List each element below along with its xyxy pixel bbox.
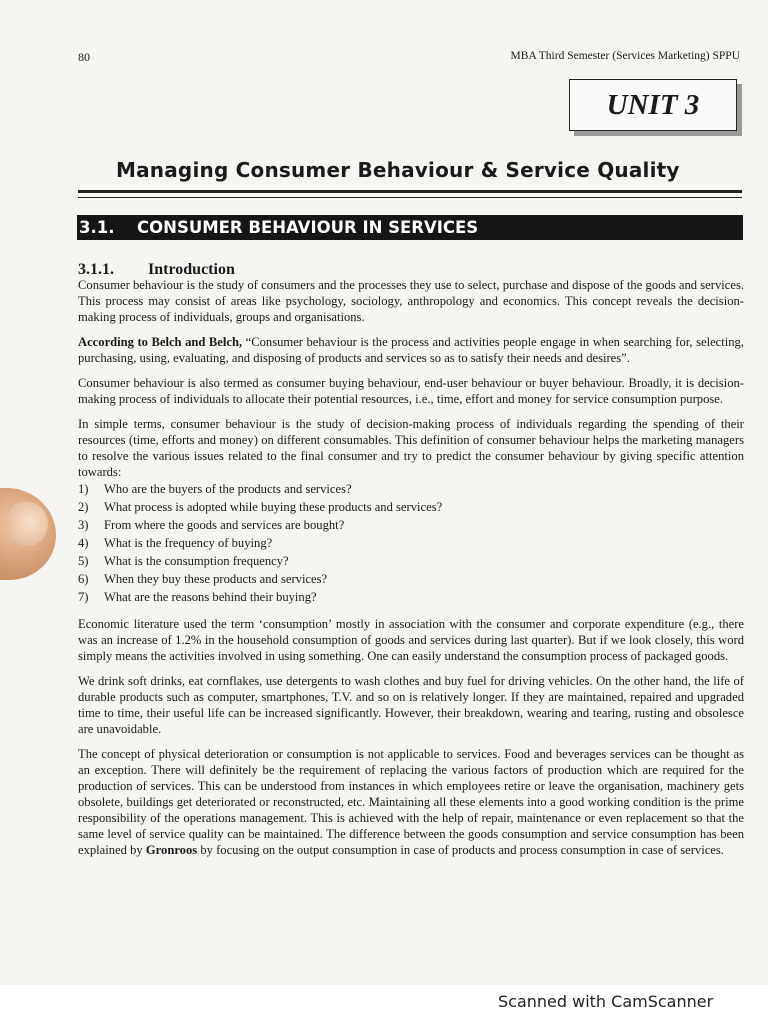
section-number: 3.1. (79, 218, 115, 237)
list-item-number: 3) (78, 518, 89, 532)
paragraph-belch-quote (78, 334, 744, 366)
section-heading-banner (77, 215, 743, 240)
paragraph-definition: Consumer behaviour is the study of consumers and the processes they use to select, purchase and dispose of the goods and services. This process may consist of areas like psychology, sociology, anthropology and economics. This concept reveals the decision-making process of individuals, groups and organisations. (78, 278, 744, 324)
list-item (78, 480, 744, 498)
unit-label-box (569, 79, 737, 131)
list-item-text: What is the frequency of buying? (104, 536, 273, 550)
section-title: CONSUMER BEHAVIOUR IN SERVICES (137, 218, 479, 237)
paragraph-durable-products: We drink soft drinks, eat cornflakes, use detergents to wash clothes and buy fuel for driving vehicles. On the other hand, the life of durable products such as computer, smartphones, T.V. and so on is relatively longer. If they are maintained, repaired and upgraded time to time, their useful life can be increased significantly. However, their breakdown, wearing and tearing, rusting and obsolesce are unavoidable. (78, 674, 744, 736)
list-item-number: 6) (78, 572, 89, 586)
list-item-text: What is the consumption frequency? (104, 554, 289, 568)
paragraph-simple-terms: In simple terms, consumer behaviour is the study of decision-making process of individuals regarding the spending of their resources (time, efforts and money) on different consumables. This definition of consumer behaviour helps the marketing managers to resolve the various issues related to the final consumer and try to predict the consumer behaviour by giving specific attention towards: (78, 417, 744, 479)
list-item-number: 1) (78, 482, 89, 496)
unit-label: UNIT 3 (606, 88, 700, 121)
camscanner-watermark: Scanned with CamScanner (498, 992, 714, 1011)
gronroos-text-end: by focusing on the output consumption in case of products and process consumption in case of services. (197, 843, 724, 857)
running-header: MBA Third Semester (Services Marketing) SPPU (510, 50, 740, 62)
list-item (78, 534, 744, 552)
list-item (78, 552, 744, 570)
chapter-title: Managing Consumer Behaviour & Service Quality (116, 158, 680, 182)
list-item (78, 516, 744, 534)
gronroos-text-start: The concept of physical deterioration or consumption is not applicable to services. Food and beverages services can be thought as an exception. There will definitely be the requirement of replacing the various factors of production which are required for the production of services. This can be understood from instances in which employees retire or leave the organisation, machinery gets obsolete, buildings get deteriorated or reconstructed, etc. Maintaining all these elements into a good working condition is the prime responsibility of the operations management. This is achieved with the help of repair, maintenance or even replacement so that the same level of service quality can be maintained. The difference between the goods consumption and service consumption has been explained by (78, 747, 744, 857)
body-text (78, 277, 744, 867)
list-item-text: Who are the buyers of the products and services? (104, 482, 352, 496)
subsection-title: Introduction (148, 261, 235, 278)
title-rule-thin (78, 197, 742, 198)
subsection-number: 3.1.1. (78, 261, 114, 278)
belch-citation: According to Belch and Belch, (78, 335, 243, 349)
list-item-number: 5) (78, 554, 89, 568)
belch-quote-text: “Consumer behaviour is the process and activities people engage in when searching for, selecting, purchasing, using, evaluating, and disposing of products and services so as to satisfy their needs and desires”. (78, 335, 744, 365)
page-number: 80 (78, 50, 90, 64)
list-item-text: What process is adopted while buying these products and services? (104, 500, 443, 514)
list-item-text: From where the goods and services are bought? (104, 518, 345, 532)
list-item-number: 4) (78, 536, 89, 550)
list-item (78, 498, 744, 516)
list-item-number: 2) (78, 500, 89, 514)
list-item-number: 7) (78, 590, 89, 604)
list-item-text: What are the reasons behind their buying? (104, 590, 317, 604)
gronroos-name: Gronroos (145, 843, 198, 857)
list-item (78, 570, 744, 588)
list-item-text: When they buy these products and services? (104, 572, 328, 586)
thumbnail-highlight (8, 502, 48, 546)
paragraph-economic-literature: Economic literature used the term ‘consumption’ mostly in association with the consumer and corporate expenditure (e.g., there was an increase of 1.2% in the household consumption of goods and services during last quarter). But if we look closely, this word simply means the activities involved in using something. One can easily understand the consumption process of packaged goods. (78, 617, 744, 663)
list-item (78, 588, 744, 606)
title-rule-thick (78, 190, 742, 193)
questions-list (78, 480, 744, 606)
paragraph-gronroos (78, 746, 744, 858)
paragraph-buyer-behaviour: Consumer behaviour is also termed as consumer buying behaviour, end-user behaviour or buyer behaviour. Broadly, it is decision-making process of individuals to allocate their potential resources, i.e., time, effort and money for service consumption purpose. (78, 376, 744, 406)
